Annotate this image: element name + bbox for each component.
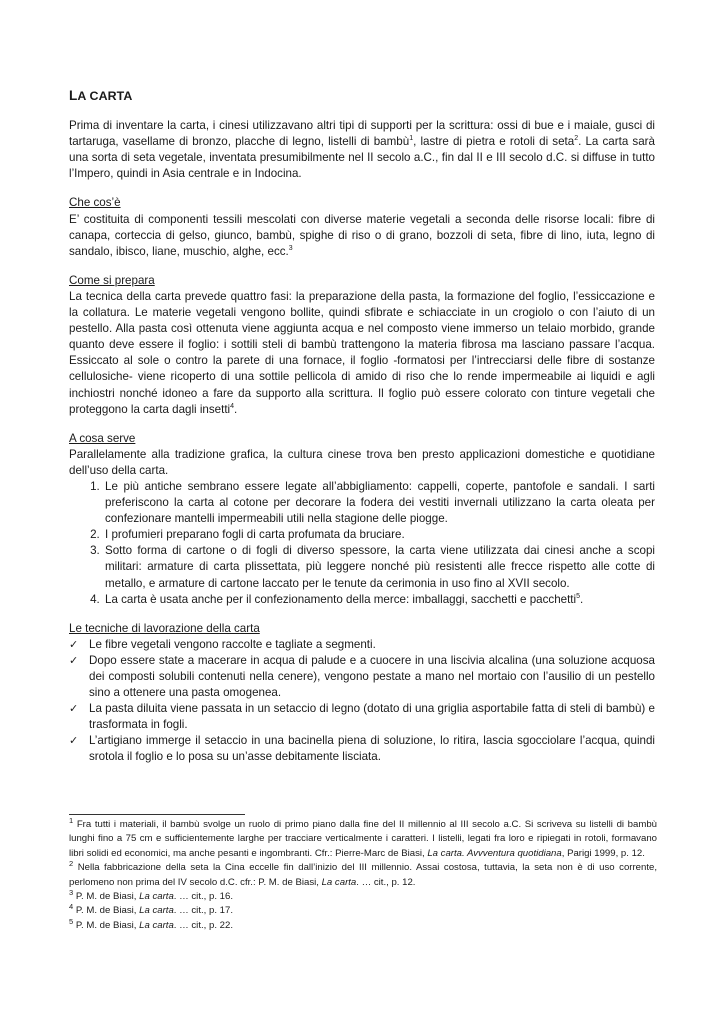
- footnote-ref-1[interactable]: 1: [409, 135, 414, 143]
- footnote-text: P. M. de Biasi,: [75, 905, 140, 917]
- what-paragraph: [69, 212, 655, 260]
- footnote-ref-5[interactable]: 5: [576, 592, 581, 600]
- footnote-title: La carta. Avvventura quotidiana: [427, 847, 562, 859]
- footnote-text: P. M. de Biasi,: [75, 919, 140, 931]
- list-item: 1. Le più antiche sembrano essere legate all’abbigliamento: cappelli, coperte, pantofole e sandali. I sarti preferiscono la carta al cotone per decorare la fodera dei vestiti invernali utilizzano la carta oleata per confezionare mantelli impermeabili utili nella stagione delle piogge.: [103, 479, 655, 527]
- list-item-text: Le fibre vegetali vengono raccolte e tagliate a segmenti.: [89, 637, 376, 651]
- list-item: [69, 701, 655, 733]
- section-prep: [69, 273, 655, 418]
- list-item: [69, 733, 655, 765]
- footnote-3: [69, 887, 657, 904]
- footnote-number: 4: [69, 902, 74, 912]
- footnote-text: Nella fabbricazione della seta la Cina eccelle fin dall’inizio del III millennio. Assai costosa, tuttavia, la seta non è di uso corrente, perlomeno non prima del IV secolo d.C. cfr.: P. M. de Biasi,: [69, 862, 658, 888]
- use-paragraph: Parallelamente alla tradizione grafica, la cultura cinese trova ben presto applicazioni domestiche e quotidiane dell’uso della carta.: [69, 447, 655, 477]
- intro-paragraph: [69, 118, 655, 182]
- footnote-5: [69, 916, 657, 933]
- section-heading-tech: Le tecniche di lavorazione della carta: [69, 621, 260, 635]
- footnote-text-end: . … cit., p. 22.: [173, 919, 233, 931]
- footnote-text: P. M. de Biasi,: [75, 891, 140, 903]
- footnote-number: 2: [69, 859, 74, 869]
- footnote-title: La carta: [139, 905, 174, 917]
- footnote-number: 3: [69, 887, 74, 897]
- footnote-4: [69, 904, 657, 918]
- prep-end: .: [234, 402, 238, 416]
- list-item: [69, 653, 655, 701]
- footnote-text-end: . … cit., p. 12.: [356, 876, 416, 888]
- footnote-number: 5: [69, 916, 74, 926]
- list-item: 3. Sotto forma di cartone o di fogli di diverso spessore, la carta viene utilizzata dai cinesi anche a scopi militari: armature di carta plissettata, più leggere nonché più resistenti alle frecce rispetto alle cotte di metallo, e armature di cartone laccato per le tenute da cerimonia in uso fino al XVII secolo.: [103, 543, 655, 591]
- list-item-end: .: [580, 592, 584, 606]
- title-initial: L: [69, 88, 78, 103]
- footnote-2: [69, 861, 657, 890]
- section-heading-prep: Come si prepara: [69, 273, 155, 287]
- footnote-divider: [69, 814, 245, 815]
- list-item-text: La pasta diluita viene passata in un setaccio di legno (dotato di una griglia asportabile fatta di steli di bambù) e trasformata in fogli.: [89, 702, 655, 732]
- footnote-title: La carta: [139, 919, 174, 931]
- checkmark-icon: ✓: [69, 637, 79, 651]
- footnote-1: [69, 815, 658, 861]
- footnote-number: 1: [69, 815, 74, 825]
- footnote-text: Fra tutti i materiali, il bambù svolge un ruolo di primo piano dalla fine del II millennio al III secolo a.C. Si scriveva su listelli di bambù lunghi fino a 75 cm e sufficientemente larghe per tracciare verticalmente i caratteri. I listelli, legati fra loro e ripiegati in rotoli, formavano libri solidi ed economici, ma anche pesanti e ingombranti. Cfr.: Pierre-Marc de Biasi,: [69, 819, 658, 859]
- prep-paragraph: [69, 289, 655, 418]
- footnote-ref-4[interactable]: 4: [230, 402, 235, 410]
- footnotes: [69, 815, 658, 933]
- intro-text-a: Prima di inventare la carta, i cinesi utilizzavano altri tipi di supporti per la scrittura: ossi di bue e i maiale, gusci di tartaruga, vasellame di bronzo, placche di legno, listelli di bambù: [69, 119, 655, 149]
- section-tech: [69, 621, 655, 766]
- title-rest: A CARTA: [77, 89, 133, 103]
- list-item: 2. I profumieri preparano fogli di carta profumata da bruciare.: [103, 527, 655, 543]
- list-item: [69, 637, 655, 653]
- footnote-ref-2[interactable]: 2: [574, 135, 579, 143]
- footnote-ref-3[interactable]: 3: [288, 244, 293, 252]
- prep-text: La tecnica della carta prevede quattro fasi: la preparazione della pasta, la formazione del foglio, l’essiccazione e la collatura. Le materie vegetali vengono bollite, quindi sfibrate e schiacciate in un crogiolo o con l’aiuto di un pestello. Alla pasta così ottenuta viene aggiunta acqua e nel composto viene immerso un telaio morbido, grande quanto deve essere il foglio: i sottili steli di bambù trattengono la materia fibrosa ma lasciano passare l’acqua. Essiccato al sole o contro la parete di una fornace, il foglio -formatosi per l’intrecciarsi delle fibre di sostanze cellulosiche- viene ricoperto di una sottile pellicola di amido di riso che lo rende impermeabile ai liquidi e agli inchiostri nonché idoneo a fare da supporto alla scrittura. Il foglio può essere colorato con tinture vegetali che proteggono la carta dagli insetti: [69, 289, 655, 416]
- list-item-text: Dopo essere state a macerare in acqua di palude e a cuocere in una liscivia alcalina (una soluzione acquosa dei composti solubili contenuti nella cenere), vengono pestate a mano nel mortaio con l’ausilio di un pestello sino a ottenere una pasta omogenea.: [89, 653, 655, 700]
- list-item: [103, 592, 655, 608]
- footnote-text-end: . … cit., p. 17.: [173, 905, 233, 917]
- section-heading-use: A cosa serve: [69, 431, 136, 445]
- section-use: [69, 431, 655, 608]
- footnote-title: La carta: [321, 876, 357, 888]
- page-title: [69, 88, 655, 104]
- footnote-text-end: , Parigi 1999, p. 12.: [561, 847, 645, 859]
- use-list: [69, 479, 655, 608]
- checkmark-icon: ✓: [69, 653, 79, 667]
- intro-text-c: . La carta sarà una sorta di seta vegetale, inventata presumibilmente nel II secolo a.C., fin dal II e III secolo d.C. si diffuse in tutto l’Impero, quindi in Asia centrale e in Indocina.: [69, 135, 655, 181]
- footnote-text-end: . … cit., p. 16.: [173, 891, 233, 903]
- intro-text-b: , lastre di pietra e rotoli di seta: [413, 135, 575, 149]
- section-what: [69, 195, 655, 259]
- document-body: [69, 88, 655, 766]
- what-text: E’ costituita di componenti tessili mescolati con diverse materie vegetali a seconda delle risorse locali: fibre di canapa, corteccia di gelso, giunco, bambù, spighe di riso o di grano, bozzoli di seta, fibre di lino, iuta, legno di sandalo, ibisco, liane, muschio, alghe, ecc.: [69, 212, 655, 258]
- footnote-title: La carta: [139, 891, 174, 903]
- list-item-text: La carta è usata anche per il confezionamento della merce: imballaggi, sacchetti e pacchetti: [105, 592, 577, 606]
- checkmark-icon: ✓: [69, 702, 79, 716]
- list-item-text: L’artigiano immerge il setaccio in una bacinella piena di soluzione, lo ritira, lascia sgocciolare l’acqua, quindi srotola il foglio e lo posa su un’asse debitamente lisciata.: [89, 734, 655, 764]
- checkmark-icon: ✓: [69, 734, 79, 748]
- section-heading-what: Che cos’è: [69, 196, 121, 210]
- tech-list: [69, 637, 655, 766]
